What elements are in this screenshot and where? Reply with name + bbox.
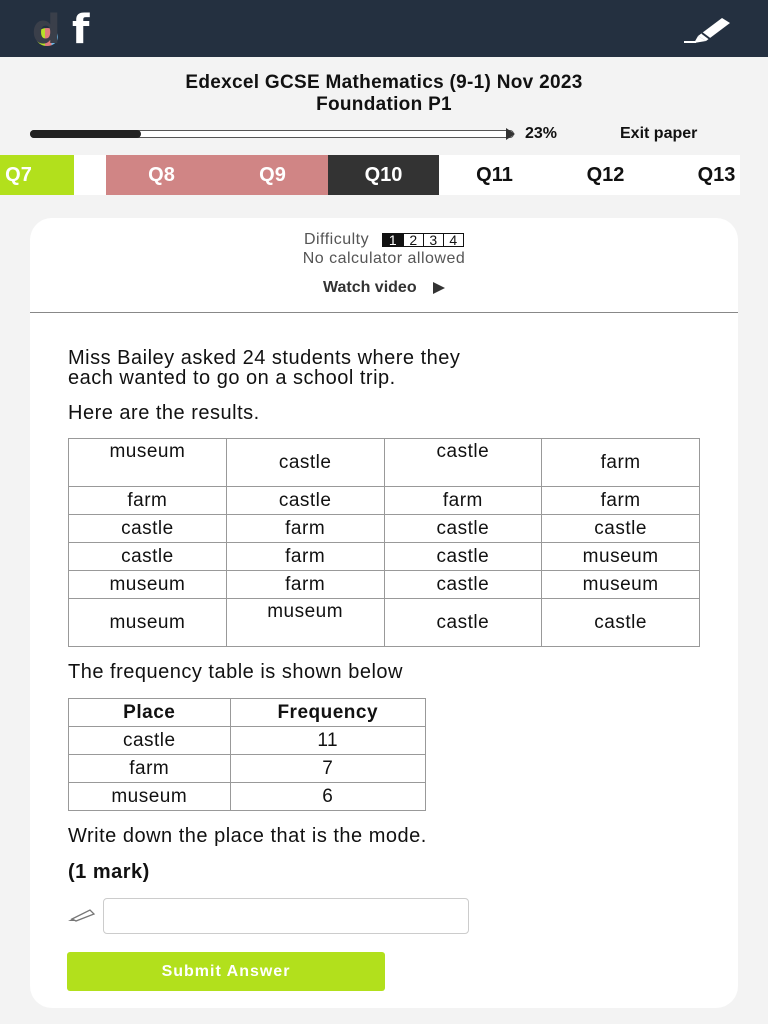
table-row (69, 727, 426, 755)
difficulty-level-3: 3 (423, 234, 443, 246)
question-tabs (0, 155, 740, 195)
tab-q13[interactable]: Q13 (697, 164, 736, 186)
table-cell: 7 (230, 755, 425, 783)
progress-fill (30, 130, 141, 138)
progress-arrow-icon (506, 128, 515, 140)
table-cell: castle (226, 487, 384, 515)
intro-line-2: each wanted to go on a school trip. (68, 367, 396, 389)
difficulty-scale (382, 233, 464, 247)
table-cell: museum (542, 571, 700, 599)
exit-paper-link[interactable]: Exit paper (620, 125, 698, 142)
table-cell: castle (69, 515, 227, 543)
tab-q8[interactable]: Q8 (106, 155, 217, 195)
logo-letter-d: d (32, 7, 61, 53)
frequency-intro: The frequency table is shown below (68, 661, 403, 683)
marks-label: (1 mark) (68, 861, 150, 883)
answer-input[interactable] (103, 898, 469, 934)
play-icon (433, 282, 445, 294)
progress-percent: 23% (525, 125, 558, 142)
table-cell: farm (226, 515, 384, 543)
table-cell: farm (226, 571, 384, 599)
table-header-row (69, 699, 426, 727)
column-header: Place (69, 699, 231, 727)
table-cell: farm (384, 487, 542, 515)
submit-answer-button[interactable]: Submit Answer (67, 952, 385, 991)
table-cell: museum (69, 571, 227, 599)
table-cell: castle (542, 515, 700, 543)
table-row (69, 755, 426, 783)
table-row (69, 599, 700, 647)
table-row (69, 487, 700, 515)
table-cell: museum (69, 439, 227, 487)
watch-video-label: Watch video (322, 279, 417, 296)
results-heading: Here are the results. (68, 402, 260, 424)
table-cell: 11 (230, 727, 425, 755)
frequency-table (68, 698, 426, 811)
question-prompt: Write down the place that is the mode. (68, 825, 427, 847)
logo-letter-f: f (72, 7, 90, 53)
table-cell: castle (69, 543, 227, 571)
table-cell: castle (69, 727, 231, 755)
table-cell: castle (384, 599, 542, 647)
table-cell: farm (226, 543, 384, 571)
table-cell: castle (384, 515, 542, 543)
table-row (69, 515, 700, 543)
table-row (69, 439, 700, 487)
table-cell: farm (69, 755, 231, 783)
table-cell: castle (384, 571, 542, 599)
top-bar (0, 0, 768, 57)
difficulty-level-4: 4 (443, 234, 463, 246)
table-cell: 6 (230, 783, 425, 811)
divider (30, 312, 738, 313)
table-row (69, 543, 700, 571)
tab-q12[interactable]: Q12 (586, 164, 625, 186)
calculator-note: No calculator allowed (302, 250, 466, 267)
table-cell: museum (226, 599, 384, 647)
table-cell: castle (226, 439, 384, 487)
column-header: Frequency (230, 699, 425, 727)
table-row (69, 783, 426, 811)
table-row (69, 571, 700, 599)
difficulty-row (30, 231, 738, 249)
table-cell: castle (384, 439, 542, 487)
table-cell: museum (69, 599, 227, 647)
progress-bar (30, 130, 514, 138)
tab-q9[interactable]: Q9 (217, 155, 328, 195)
table-cell: castle (542, 599, 700, 647)
tab-q7[interactable]: Q7 (0, 155, 74, 195)
tab-q10[interactable]: Q10 (328, 155, 439, 195)
watch-video-button[interactable] (30, 279, 738, 297)
difficulty-level-2: 2 (403, 234, 423, 246)
paper-title (0, 72, 768, 116)
intro-line-1: Miss Bailey asked 24 students where they (68, 347, 461, 369)
tab-q11[interactable]: Q11 (476, 164, 513, 186)
paper-title-line1: Edexcel GCSE Mathematics (9-1) Nov 2023 (185, 72, 583, 93)
table-cell: farm (542, 487, 700, 515)
question-card (30, 218, 738, 1008)
pencil-icon (66, 908, 98, 922)
difficulty-label: Difficulty (303, 231, 370, 248)
table-cell: castle (384, 543, 542, 571)
difficulty-level-1: 1 (383, 234, 403, 246)
pencil-icon[interactable] (684, 14, 734, 44)
paper-title-line2: Foundation P1 (316, 94, 452, 115)
table-cell: museum (69, 783, 231, 811)
table-cell: museum (542, 543, 700, 571)
df-logo[interactable] (32, 7, 112, 53)
table-cell: farm (542, 439, 700, 487)
table-cell: farm (69, 487, 227, 515)
results-table (68, 438, 700, 647)
